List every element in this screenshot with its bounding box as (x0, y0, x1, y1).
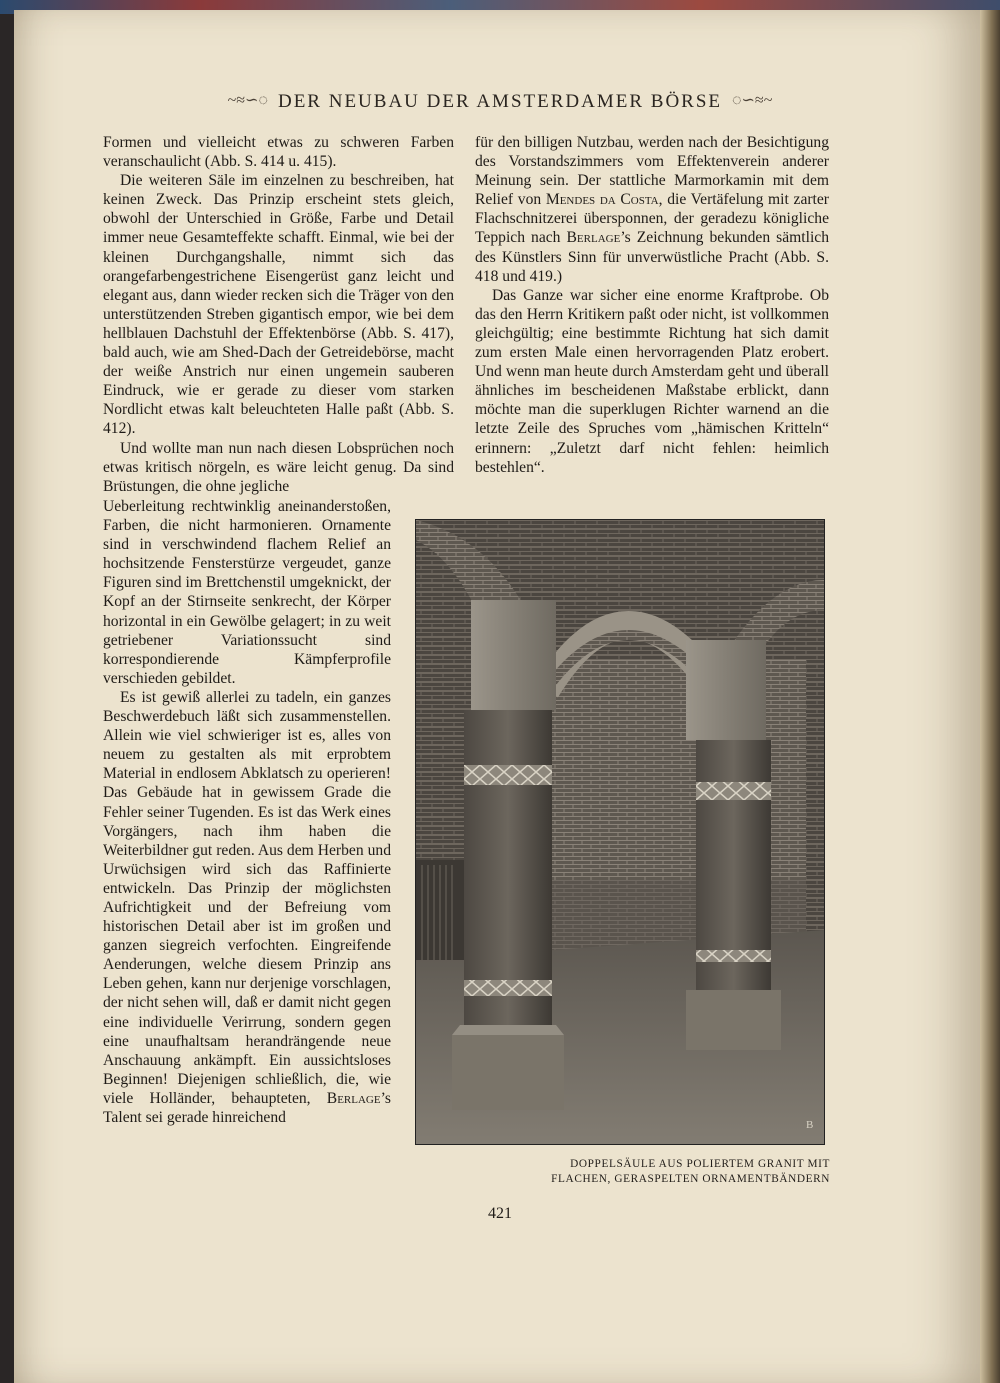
paragraph: Die weiteren Säle im einzelnen zu beschreiben, hat keinen Zweck. Das Prinzip erscheint stets gleich, obwohl der Unterschied in Größe, Farbe und Detail immer neue Gesamteffekte schafft. Einmal, wie bei der kleinen Durchgangshalle, nimmt sich das orangefarbengestrichene Eisengerüst ganz leicht und elegant aus, dann wieder recken sich die Träger von den unterstützenden Streben gigantisch empor, wie bei dem hellblauen Dachstuhl der Effektenbörse (Abb. S. 417), bald auch, wie am Shed-Dach der Getreidebörse, macht der weiße Anstrich nur einen ungemein sauberen Eindruck, wie er gerade zu dieser vom starken Nordlicht etwas kalt beleuchteten Halle paßt (Abb. S. 412). (103, 172, 454, 438)
right-column (475, 133, 829, 477)
running-title: DER NEUBAU DER AMSTERDAMER BÖRSE (277, 91, 723, 112)
paragraph: Ueberleitung rechtwinklig aneinanderstoßen, Farben, die nicht harmonieren. Ornamente sind in verschwindend flachem Relief an hochsitzende Fensterstürze vergeudet, ganze Figuren sind im Brettchenstil umgeknickt, der Kopf an der Stirnseite senkrecht, der Körper horizontal in ein Gewölbe gelagert; in zu weit getriebener Variationssucht sind korrespondierende Kämpferprofile verschieden gebildet. (103, 498, 391, 687)
artist-name: Berlage (326, 1089, 381, 1107)
left-column-bottom (103, 497, 391, 1127)
ornament-right-icon: ◌∽≈~ (732, 92, 773, 109)
photo-illustration (416, 520, 824, 1144)
left-column-top (103, 133, 454, 496)
photo-monogram: B (806, 1119, 814, 1131)
running-header (0, 90, 1000, 113)
photo-double-column (415, 519, 825, 1145)
ornament-left-icon: ~≈∽◌ (227, 92, 268, 109)
paragraph: Und wollte man nun nach diesen Lobsprüchen noch etwas kritisch nörgeln, es wäre leicht genug. Da sind Brüstungen, die ohne jegliche (103, 439, 454, 495)
paragraph: Das Ganze war sicher eine enorme Kraftprobe. Ob das den Herrn Kritikern paßt oder nicht, ist vollkommen gleichgültig; eine bestimmte Richtung hat sich damit zum ersten Male einen hervorragenden Platz erobert. Und wenn man heute durch Amsterdam geht und überall ähnliches im bescheidenen Maßstabe erblickt, dann möchte man die superklugen Richter warnend an die letzte Zeile des Spruches vom „hämischen Kritteln“ erinnern: „Zuletzt darf nicht fehlen: heimlich bestehlen“. (475, 286, 829, 476)
figure-caption (518, 1157, 830, 1186)
text-run: , die Vertäfelung mit zarter Flachschnitzerei übersponnen, der geradezu königliche Teppich nach (475, 191, 830, 247)
artist-name: Berlage (566, 229, 621, 247)
caption-line: DOPPELSÄULE AUS POLIERTEM GRANIT MIT (570, 1158, 830, 1170)
text-run: für den billigen Nutzbau, werden nach der Besichtigung des Vorstandszimmers vom Effektenverein anderer Meinung sein. Der stattliche Marmorkamin mit dem Relief von (475, 134, 829, 209)
text-run: ’s Talent sei gerade hinreichend (103, 1089, 391, 1126)
page-number: 421 (488, 1205, 512, 1222)
artist-name: Mendes da Costa (545, 191, 659, 209)
paragraph (475, 133, 829, 286)
page-gutter (980, 10, 1000, 1383)
text-run: Es ist gewiß allerlei zu tadeln, ein ganzes Beschwerdebuch läßt sich zusammenstellen. Allein wie viel schwieriger ist es, alles von neuem zu gestalten als mit erprobtem Material in endlosem Abklatsch zu operieren! Das Gebäude hat in gewissem Grade die Fehler seiner Tugenden. Es ist das Werk eines Vorgängers, nach ihm haben die Weiterbildner gut reden. Aus dem Herben und Urwüchsigen wird sich das Raffinierte entwickeln. Das Prinzip der möglichsten Aufrichtigkeit und der Befreiung vom historischen Detail aber ist im großen und ganzen siegreich verfochten. Eingreifende Aenderungen, welche diesem Prinzip ans Leben gehen, kann nur derjenige vorschlagen, der nicht sehen will, daß er damit nicht gegen eine individuelle Verirrung, sondern gegen eine unaufhaltsam herandrängende neue Anschauung ankämpft. Ein aussichtsloses Beginnen! Diejenigen schließlich, die, wie viele Holländer, behaupteten, (103, 688, 391, 1107)
text-run: ’s Zeichnung bekunden sämtlich des Künstlers Sinn für unverwüstliche Pracht (Abb. S. 418 und 419.) (475, 229, 829, 285)
caption-line: FLACHEN, GERASPELTEN ORNAMENTBÄNDERN (551, 1172, 830, 1185)
paragraph: Formen und vielleicht etwas zu schweren Farben veranschaulicht (Abb. S. 414 u. 415). (103, 134, 454, 171)
paragraph (103, 688, 391, 1127)
